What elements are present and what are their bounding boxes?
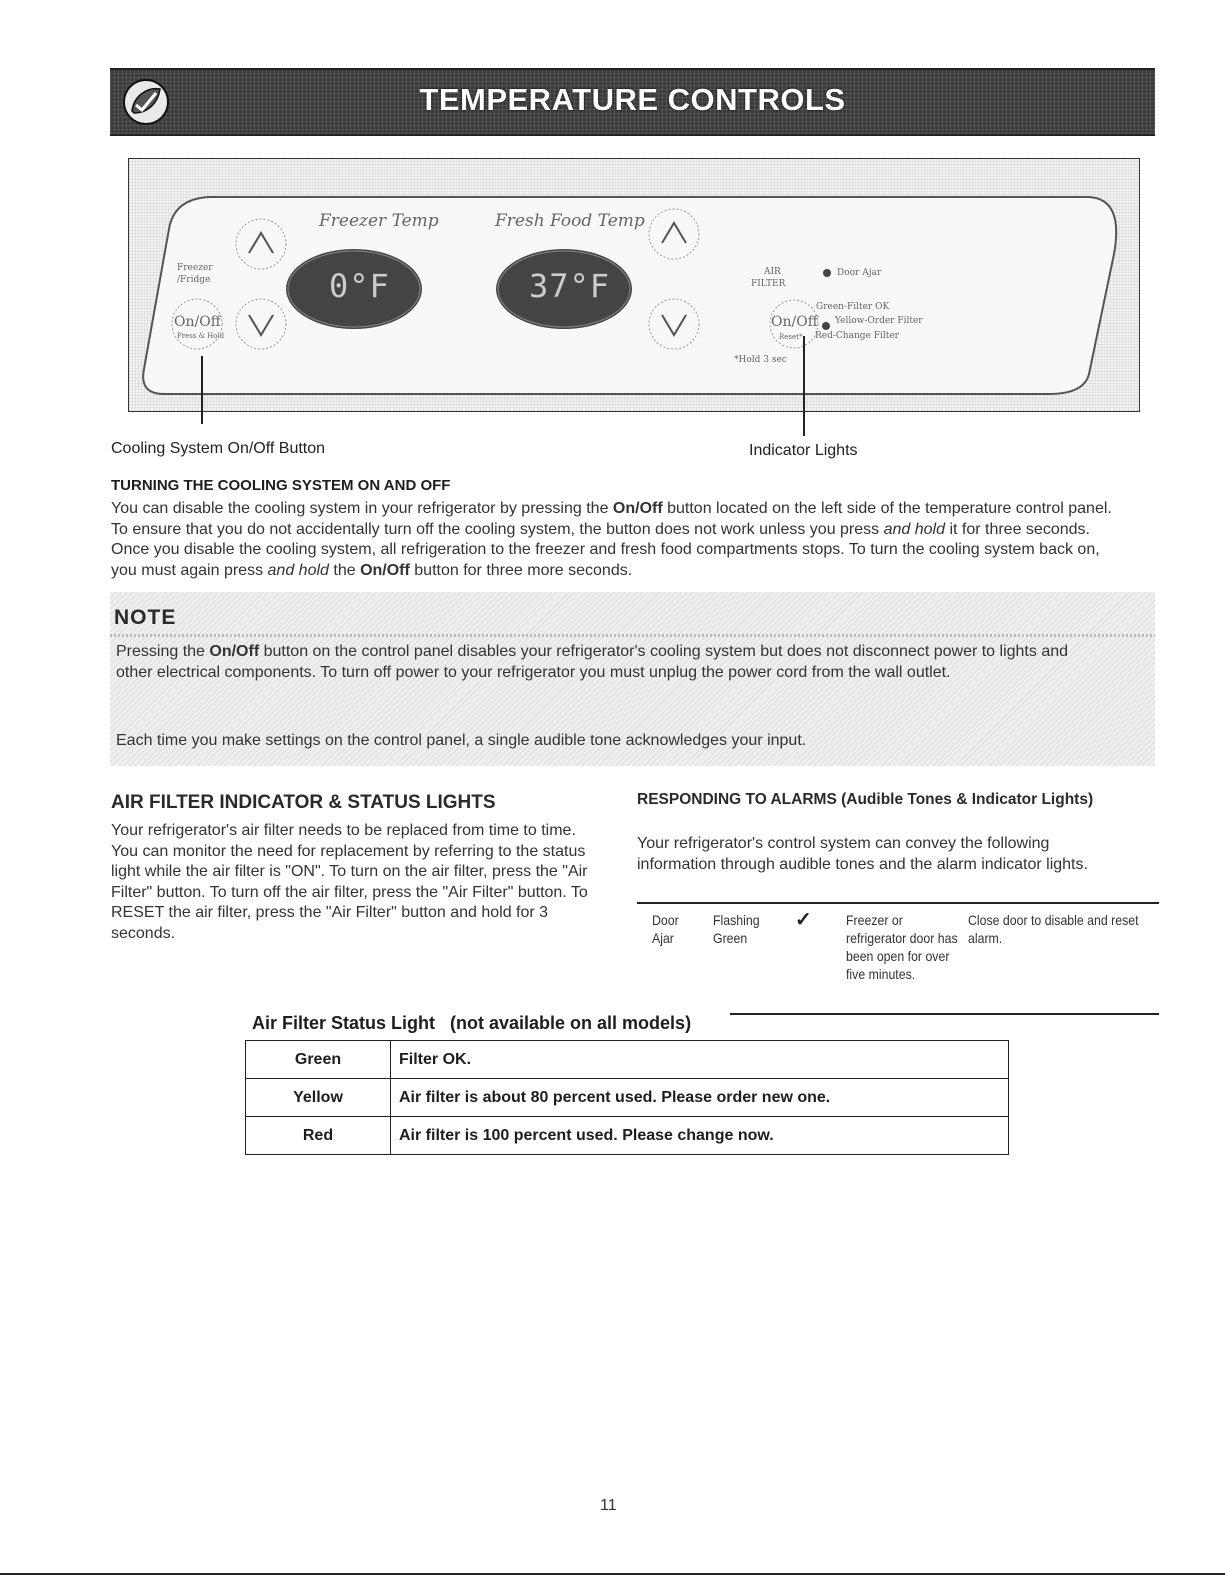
- and-hold-emphasis: and hold: [267, 561, 329, 579]
- alarms-section-body: Your refrigerator's control system can convey the following information through audible tones and the alarm indicator lights.: [637, 835, 1088, 873]
- status-table-title: Air Filter Status Light (not available on all models): [252, 1013, 692, 1033]
- freezer-display-value: 0°F: [329, 267, 390, 305]
- air-filter-section-body: Your refrigerator's air filter needs to be replaced from time to time. You can monitor the need for replacement by referring to the status light while the air filter is "ON". To turn on the air filter, press the "Air Filter" button. To turn off the air filter, press the "Air Filter" button. To RESET the air filter, press the "Air Filter" button and hold for 3 seconds.: [111, 822, 588, 942]
- cooling-text: button for three more seconds.: [409, 561, 633, 579]
- cooling-section-body: [111, 499, 1121, 581]
- left-onoff-label: On/Off: [174, 314, 221, 330]
- cooling-text: the: [328, 561, 361, 579]
- status-color-red: Red: [246, 1117, 391, 1155]
- caption-cooling-button: Cooling System On/Off Button: [111, 440, 326, 457]
- fresh-food-temp-label: Fresh Food Temp: [495, 211, 645, 231]
- table-row: [246, 1079, 1009, 1117]
- left-onoff-sublabel: Press & Hold: [177, 332, 225, 340]
- yellow-filter-label: Yellow-Order Filter: [835, 316, 923, 326]
- hold-note: *Hold 3 sec: [734, 355, 787, 365]
- right-onoff-sublabel: Reset*: [779, 333, 803, 341]
- note-text: button on the control panel disables your refrigerator's cooling system but does not disconnect power to lights and other electrical components. To turn off power to your refrigerator you must unplug the power cord from the wall outlet.: [116, 643, 1069, 681]
- status-color-green: Green: [246, 1041, 391, 1079]
- note-box: [110, 592, 1155, 766]
- air-filter-label-1: AIR: [764, 267, 781, 277]
- alarm-door-ajar: Door Ajar: [652, 912, 679, 946]
- status-meaning: Filter OK.: [391, 1041, 1009, 1079]
- freezer-fridge-label-1: Freezer: [177, 263, 213, 273]
- callout-line-right: [803, 336, 805, 436]
- cooling-section-title: TURNING THE COOLING SYSTEM ON AND OFF: [111, 477, 451, 494]
- alarm-condition: Freezer or refrigerator door has been open for over five minutes.: [846, 912, 958, 982]
- status-meaning: Air filter is 100 percent used. Please change now.: [391, 1117, 1009, 1155]
- air-filter-section-title: AIR FILTER INDICATOR & STATUS LIGHTS: [111, 792, 496, 813]
- bottom-rule: [0, 1573, 1225, 1575]
- filter-status-light: [822, 322, 830, 330]
- red-filter-label: Red-Change Filter: [815, 331, 899, 341]
- freezer-temp-label: Freezer Temp: [319, 211, 439, 231]
- freshfood-display-value: 37°F: [529, 267, 611, 305]
- note-title: NOTE: [114, 606, 177, 629]
- alarm-table-top-rule: [637, 902, 1159, 904]
- page-title: TEMPERATURE CONTROLS: [419, 82, 846, 117]
- alarm-table-bottom-rule: [730, 1013, 1159, 1015]
- note-text: Pressing the: [116, 643, 210, 660]
- air-filter-label-2: FILTER: [751, 279, 786, 289]
- cooling-text: it for three seconds. Once you disable the cooling system, all refrigeration to the freezer and fresh food compartments stops. To turn the cooling system back on, you must again press: [111, 520, 1100, 579]
- door-ajar-label: Door Ajar: [837, 268, 882, 278]
- onoff-emphasis: On/Off: [209, 643, 260, 660]
- cooling-text: You can disable the cooling system in your refrigerator by pressing the: [111, 500, 613, 517]
- onoff-emphasis: On/Off: [612, 500, 663, 517]
- callout-line-left: [201, 356, 203, 424]
- and-hold-emphasis: and hold: [883, 520, 945, 538]
- page-number: 11: [600, 1497, 617, 1514]
- status-meaning: Air filter is about 80 percent used. Please order new one.: [391, 1079, 1009, 1117]
- freezer-fridge-label-2: /Fridge: [177, 275, 211, 285]
- right-onoff-label: On/Off: [771, 314, 818, 330]
- note-paragraph-1: [116, 642, 1105, 683]
- door-ajar-light: [823, 269, 831, 277]
- onoff-emphasis: On/Off: [360, 561, 410, 579]
- table-row: [246, 1041, 1009, 1079]
- section-banner: [110, 68, 1155, 136]
- table-row: [246, 1117, 1009, 1155]
- status-table: [245, 1040, 1009, 1155]
- check-icon: ✓: [795, 909, 812, 931]
- alarm-action: Close door to disable and reset alarm.: [968, 912, 1139, 946]
- control-panel-illustration: [128, 158, 1140, 412]
- status-color-yellow: Yellow: [246, 1079, 391, 1117]
- green-filter-label: Green-Filter OK: [816, 302, 890, 312]
- note-divider: [110, 634, 1155, 637]
- caption-indicator-lights: Indicator Lights: [749, 442, 858, 459]
- note-paragraph-2: Each time you make settings on the control panel, a single audible tone acknowledges your input.: [116, 732, 807, 749]
- cooling-text: button located on the left side of the temperature control panel. To ensure that you do not accidentally turn off the cooling system, the button does not work unless you press: [111, 500, 1112, 538]
- alarm-flashing-green: Flashing Green: [713, 912, 760, 946]
- alarms-section-title: RESPONDING TO ALARMS (Audible Tones & Indicator Lights): [637, 791, 1094, 808]
